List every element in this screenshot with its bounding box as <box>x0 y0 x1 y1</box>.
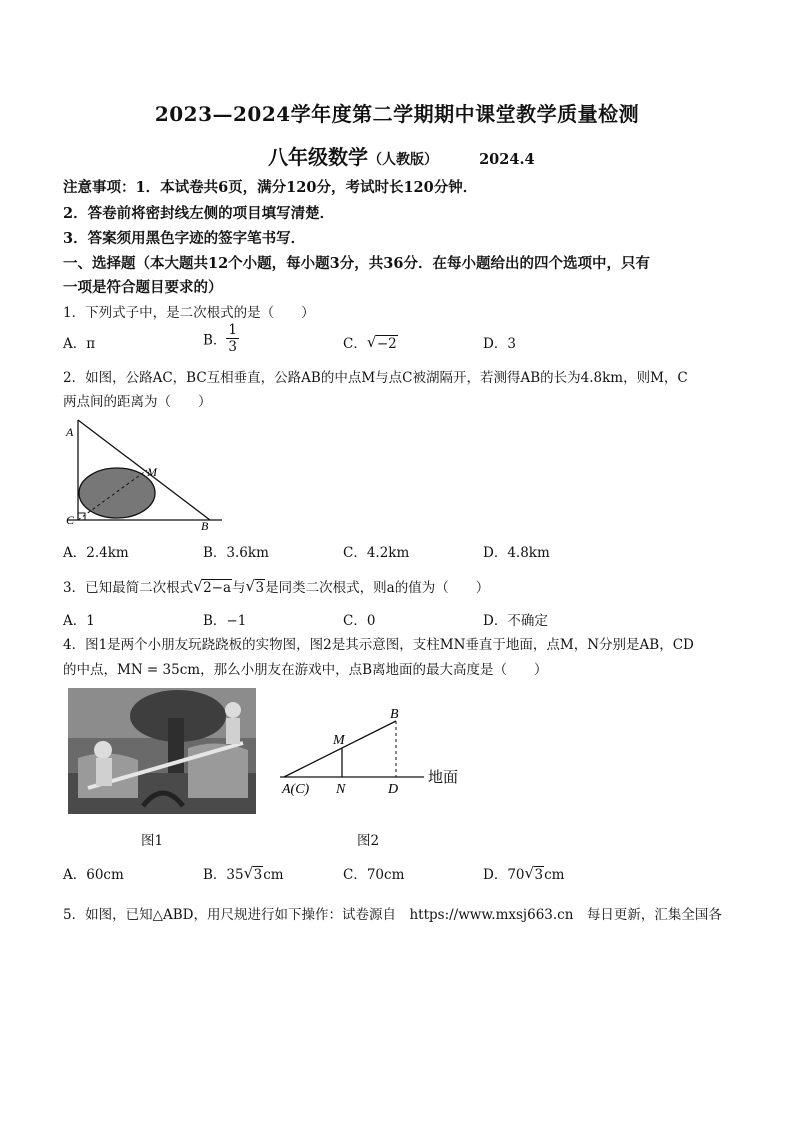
label-m: M <box>147 465 157 479</box>
note-item-1: 1．本试卷共6页，满分120分，考试时长120分钟． <box>135 179 478 196</box>
exam-date: 2024.4 <box>479 151 535 168</box>
q1-stem: 1．下列式子中，是二次根式的是（ ） <box>63 305 315 321</box>
option-unit: cm <box>263 867 284 883</box>
option-label: B． <box>203 332 227 349</box>
notes-line-1 <box>63 176 477 197</box>
q1-option-c <box>343 332 398 352</box>
radicand: 3 <box>253 867 263 883</box>
option-label: D． <box>483 336 508 352</box>
radicand: 3 <box>255 580 265 596</box>
q3-option-b: B．−1 <box>203 613 247 629</box>
section-heading-line-2: 一项是符合题目要求的） <box>63 279 223 296</box>
option-prefix: B．35 <box>203 867 244 883</box>
q2-stem-line-2: 两点间的距离为（ ） <box>63 394 212 410</box>
option-label: A． <box>63 336 87 352</box>
q4-option-c: C．70cm <box>343 867 405 883</box>
q4-option-b <box>203 863 284 883</box>
section-heading-line-1: 一、选择题（本大题共12个小题，每小题3分，共36分．在每小题给出的四个选项中，只有 <box>63 255 650 272</box>
figure-1-caption: 图1 <box>141 833 164 849</box>
q4-seesaw-photo <box>68 688 256 814</box>
q4-seesaw-diagram <box>278 700 478 800</box>
fraction-denominator: 3 <box>228 339 238 355</box>
fraction-numerator: 1 <box>228 322 238 338</box>
note-item-2: 2．答卷前将密封线左侧的项目填写清楚． <box>63 205 335 222</box>
label-ac: A(C) <box>282 782 310 797</box>
label-c: C <box>66 513 75 527</box>
q3-stem-pre: 3．已知最简二次根式 <box>63 580 194 596</box>
q2-option-d: D．4.8km <box>483 545 550 561</box>
q1-option-a <box>63 332 95 352</box>
q3-option-d: D．不确定 <box>483 613 548 629</box>
option-unit: cm <box>544 867 565 883</box>
option-value: π <box>86 336 96 352</box>
subject-title: 八年级数学 <box>268 145 368 169</box>
q3-stem-post: 是同类二次根式，则a的值为（ ） <box>265 580 490 596</box>
q2-option-a: A．2.4km <box>63 545 129 561</box>
radical: √ 3 <box>243 864 263 883</box>
option-value: 3 <box>507 336 516 352</box>
q3-option-a: A．1 <box>63 613 95 629</box>
q2-option-c: C．4.2km <box>343 545 410 561</box>
radical: √ 3 <box>245 577 265 596</box>
q2-figure-lake <box>60 418 230 536</box>
label-b: B <box>201 519 209 533</box>
subtitle-row <box>268 141 535 170</box>
q3-option-c: C．0 <box>343 613 376 629</box>
q4-stem-line-2: 的中点，MN = 35cm，那么小朋友在游戏中，点B离地面的最大高度是（ ） <box>63 662 548 678</box>
q4-stem-line-1: 4．图1是两个小朋友玩跷跷板的实物图，图2是其示意图，支柱MN垂直于地面，点M，N分别是AB，CD <box>63 637 694 653</box>
page-title: 2023—2024学年度第二学期期中课堂教学质量检测 <box>154 102 640 126</box>
radicand: 3 <box>534 867 544 883</box>
q2-stem-line-1: 2．如图，公路AC，BC互相垂直，公路AB的中点M与点C被湖隔开，若测得AB的长为4.8km，则M，C <box>63 370 688 386</box>
fraction <box>226 322 239 355</box>
q3-stem <box>63 576 489 596</box>
radical: √ −2 <box>366 333 397 352</box>
figure-2-caption: 图2 <box>357 833 380 849</box>
label-b: B <box>390 707 399 722</box>
label-m: M <box>333 733 345 748</box>
radicand: −2 <box>376 336 397 352</box>
radicand: 2−a <box>203 580 232 596</box>
q1-option-d <box>483 332 516 352</box>
q1-option-b <box>203 322 239 355</box>
option-prefix: D．70 <box>483 867 525 883</box>
label-d: D <box>388 782 399 797</box>
q3-stem-mid: 与 <box>232 580 246 596</box>
q2-option-b: B．3.6km <box>203 545 269 561</box>
q4-option-d <box>483 863 564 883</box>
notes-label: 注意事项： <box>63 179 136 196</box>
label-ground: 地面 <box>428 770 459 786</box>
q5-stem: 5．如图，已知△ABD，用尺规进行如下操作：试卷源自 https://www.mxsj663.cn 每日更新，汇集全国各 <box>63 907 722 923</box>
label-n: N <box>336 782 346 797</box>
q4-option-a: A．60cm <box>63 867 124 883</box>
option-label: C． <box>343 336 367 352</box>
label-a: A <box>66 425 74 439</box>
radical: √ 3 <box>524 864 544 883</box>
radical: √ 2−a <box>193 577 232 596</box>
edition-label: （人教版） <box>368 152 438 168</box>
note-item-3: 3．答案须用黑色字迹的签字笔书写． <box>63 230 306 247</box>
